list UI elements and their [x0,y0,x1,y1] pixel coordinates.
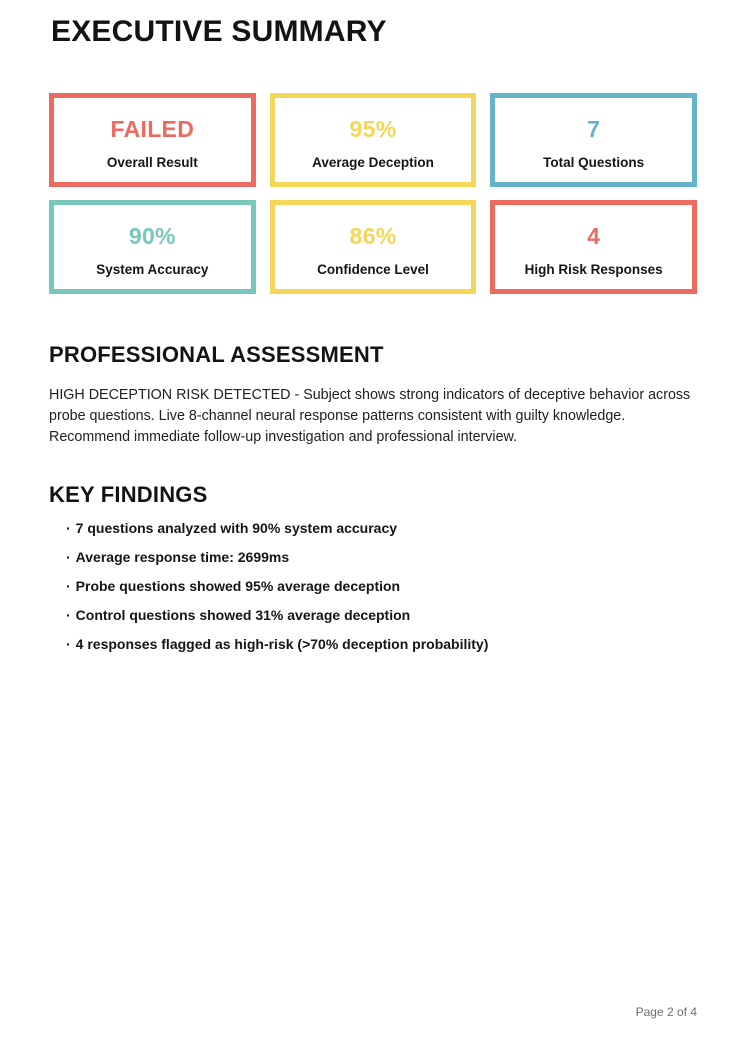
bullet-icon: · [66,636,71,653]
finding-item [66,520,697,537]
section-heading-key-findings: KEY FINDINGS [49,482,208,508]
finding-text: Probe questions showed 95% average deception [75,578,401,595]
stat-value: 7 [587,116,601,143]
stat-value: FAILED [110,116,195,143]
stat-label: Confidence Level [317,262,429,278]
stat-card-average-deception [270,93,477,187]
stat-label: Overall Result [106,155,198,171]
stat-card-system-accuracy [49,200,256,294]
finding-item [66,549,697,566]
bullet-icon: · [66,607,71,624]
bullet-icon: · [66,549,71,566]
finding-text: Average response time: 2699ms [75,549,290,566]
page-number: Page 2 of 4 [635,1005,697,1019]
bullet-icon: · [66,520,71,537]
stat-value: 4 [587,223,601,250]
finding-item [66,578,697,595]
stat-label: Total Questions [543,155,645,171]
finding-text: Control questions showed 31% average deception [75,607,411,624]
summary-stats-grid [49,93,697,294]
page-title: EXECUTIVE SUMMARY [51,15,387,48]
stat-label: System Accuracy [96,262,209,278]
section-heading-professional-assessment: PROFESSIONAL ASSESSMENT [49,342,384,367]
stat-card-high-risk-responses [490,200,697,294]
assessment-text: HIGH DECEPTION RISK DETECTED - Subject shows strong indicators of deceptive behavior across probe questions. Live 8-channel neural response patterns consistent with guilty knowledge. Recommend immediate follow-up investigation and professional interview. [49,387,691,445]
stat-value: 86% [349,223,397,250]
stat-value: 90% [128,223,176,250]
key-findings-list [49,520,697,653]
stat-card-confidence-level [270,200,477,294]
stat-label: Average Deception [312,155,434,171]
finding-text: 7 questions analyzed with 90% system accuracy [75,520,398,537]
stat-card-total-questions [490,93,697,187]
stat-value: 95% [349,116,397,143]
finding-item [66,607,697,624]
finding-text: 4 responses flagged as high-risk (>70% deception probability) [75,636,489,653]
stat-label: High Risk Responses [524,262,663,278]
bullet-icon: · [66,578,71,595]
stat-card-overall-result [49,93,256,187]
report-content [0,17,743,653]
finding-item [66,636,697,653]
